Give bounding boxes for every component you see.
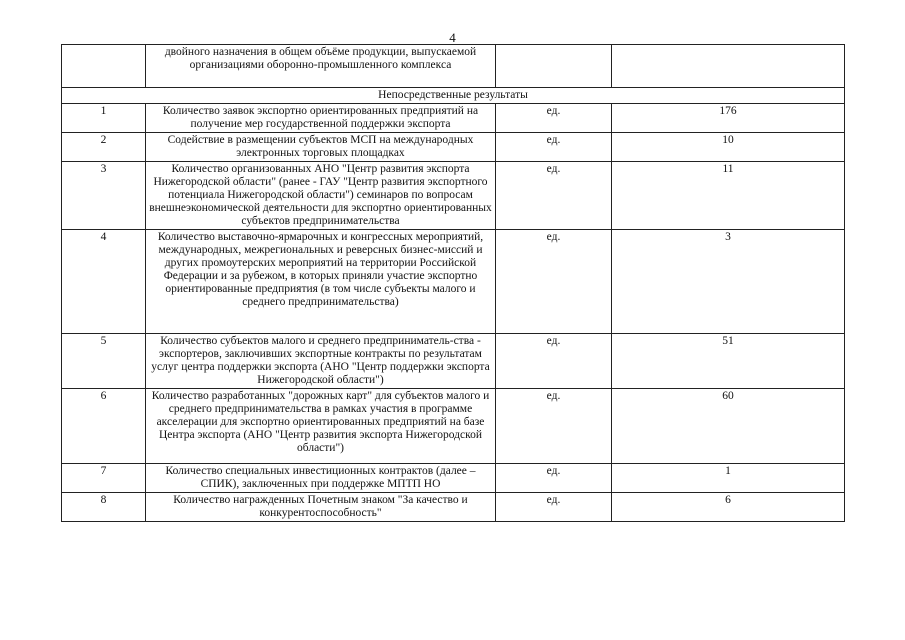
row-number: 3 (62, 162, 146, 230)
row-number: 4 (62, 230, 146, 334)
row-number: 1 (62, 104, 146, 133)
value-cell: 60 (612, 389, 845, 464)
indicator-name: Количество специальных инвестиционных контрактов (далее – СПИК), заключенных при поддержке МПТП НО (146, 464, 496, 493)
indicator-name: Содействие в размещении субъектов МСП на международных электронных торговых площадках (146, 133, 496, 162)
unit-cell: ед. (496, 104, 612, 133)
indicators-table (61, 44, 845, 522)
indicator-name: Количество разработанных "дорожных карт" для субъектов малого и среднего предпринимательства в рамках участия в программе акселерации для экспортно ориентированных предприятий на базе Центра экспорта (АНО "Центр развития экспорта Нижегородской области") (146, 389, 496, 464)
unit-cell: ед. (496, 230, 612, 334)
value-cell: 176 (612, 104, 845, 133)
row-number: 2 (62, 133, 146, 162)
unit-cell: ед. (496, 464, 612, 493)
table-row (62, 162, 845, 230)
unit-cell: ед. (496, 493, 612, 522)
indicator-name: Количество организованных АНО "Центр развития экспорта Нижегородской области" (ранее - ГАУ "Центр развития экспортного потенциала Нижегородской области") семинаров по вопросам внешнеэкономической деятельности для экспортно ориентированных субъектов предпринимательства (146, 162, 496, 230)
section-row (62, 88, 845, 104)
value-cell: 6 (612, 493, 845, 522)
value-cell: 51 (612, 334, 845, 389)
indicator-name: Количество выставочно-ярмарочных и конгрессных мероприятий, международных, межрегиональных и реверсных бизнес-миссий и других промоутерских мероприятий на территории Российской Федерации и за рубежом, в которых приняли участие экспортно ориентированные предприятия (в том числе субъекты малого и среднего предпринимательства) (146, 230, 496, 334)
table-row (62, 230, 845, 334)
continuation-row (62, 45, 845, 88)
empty-cell (62, 45, 146, 88)
unit-cell: ед. (496, 133, 612, 162)
table-row (62, 334, 845, 389)
table-row (62, 493, 845, 522)
empty-cell (612, 45, 845, 88)
section-title: Непосредственные результаты (62, 88, 845, 104)
unit-cell: ед. (496, 162, 612, 230)
row-number: 7 (62, 464, 146, 493)
indicator-name: Количество субъектов малого и среднего предприниматель-ства - экспортеров, заключивших экспортные контракты по результатам услуг центра поддержки экспорта (АНО "Центр поддержки экспорта Нижегородской области") (146, 334, 496, 389)
value-cell: 1 (612, 464, 845, 493)
value-cell: 11 (612, 162, 845, 230)
value-cell: 3 (612, 230, 845, 334)
indicator-name: Количество заявок экспортно ориентированных предприятий на получение мер государственной поддержки экспорта (146, 104, 496, 133)
row-number: 8 (62, 493, 146, 522)
unit-cell: ед. (496, 389, 612, 464)
table-row (62, 133, 845, 162)
table-row (62, 104, 845, 133)
table-row (62, 389, 845, 464)
row-number: 6 (62, 389, 146, 464)
continuation-text: двойного назначения в общем объёме продукции, выпускаемой организациями оборонно-промышленного комплекса (146, 45, 496, 88)
row-number: 5 (62, 334, 146, 389)
unit-cell: ед. (496, 334, 612, 389)
value-cell: 10 (612, 133, 845, 162)
empty-cell (496, 45, 612, 88)
page-number: 4 (449, 30, 456, 45)
indicator-name: Количество награжденных Почетным знаком "За качество и конкурентоспособность" (146, 493, 496, 522)
table-row (62, 464, 845, 493)
